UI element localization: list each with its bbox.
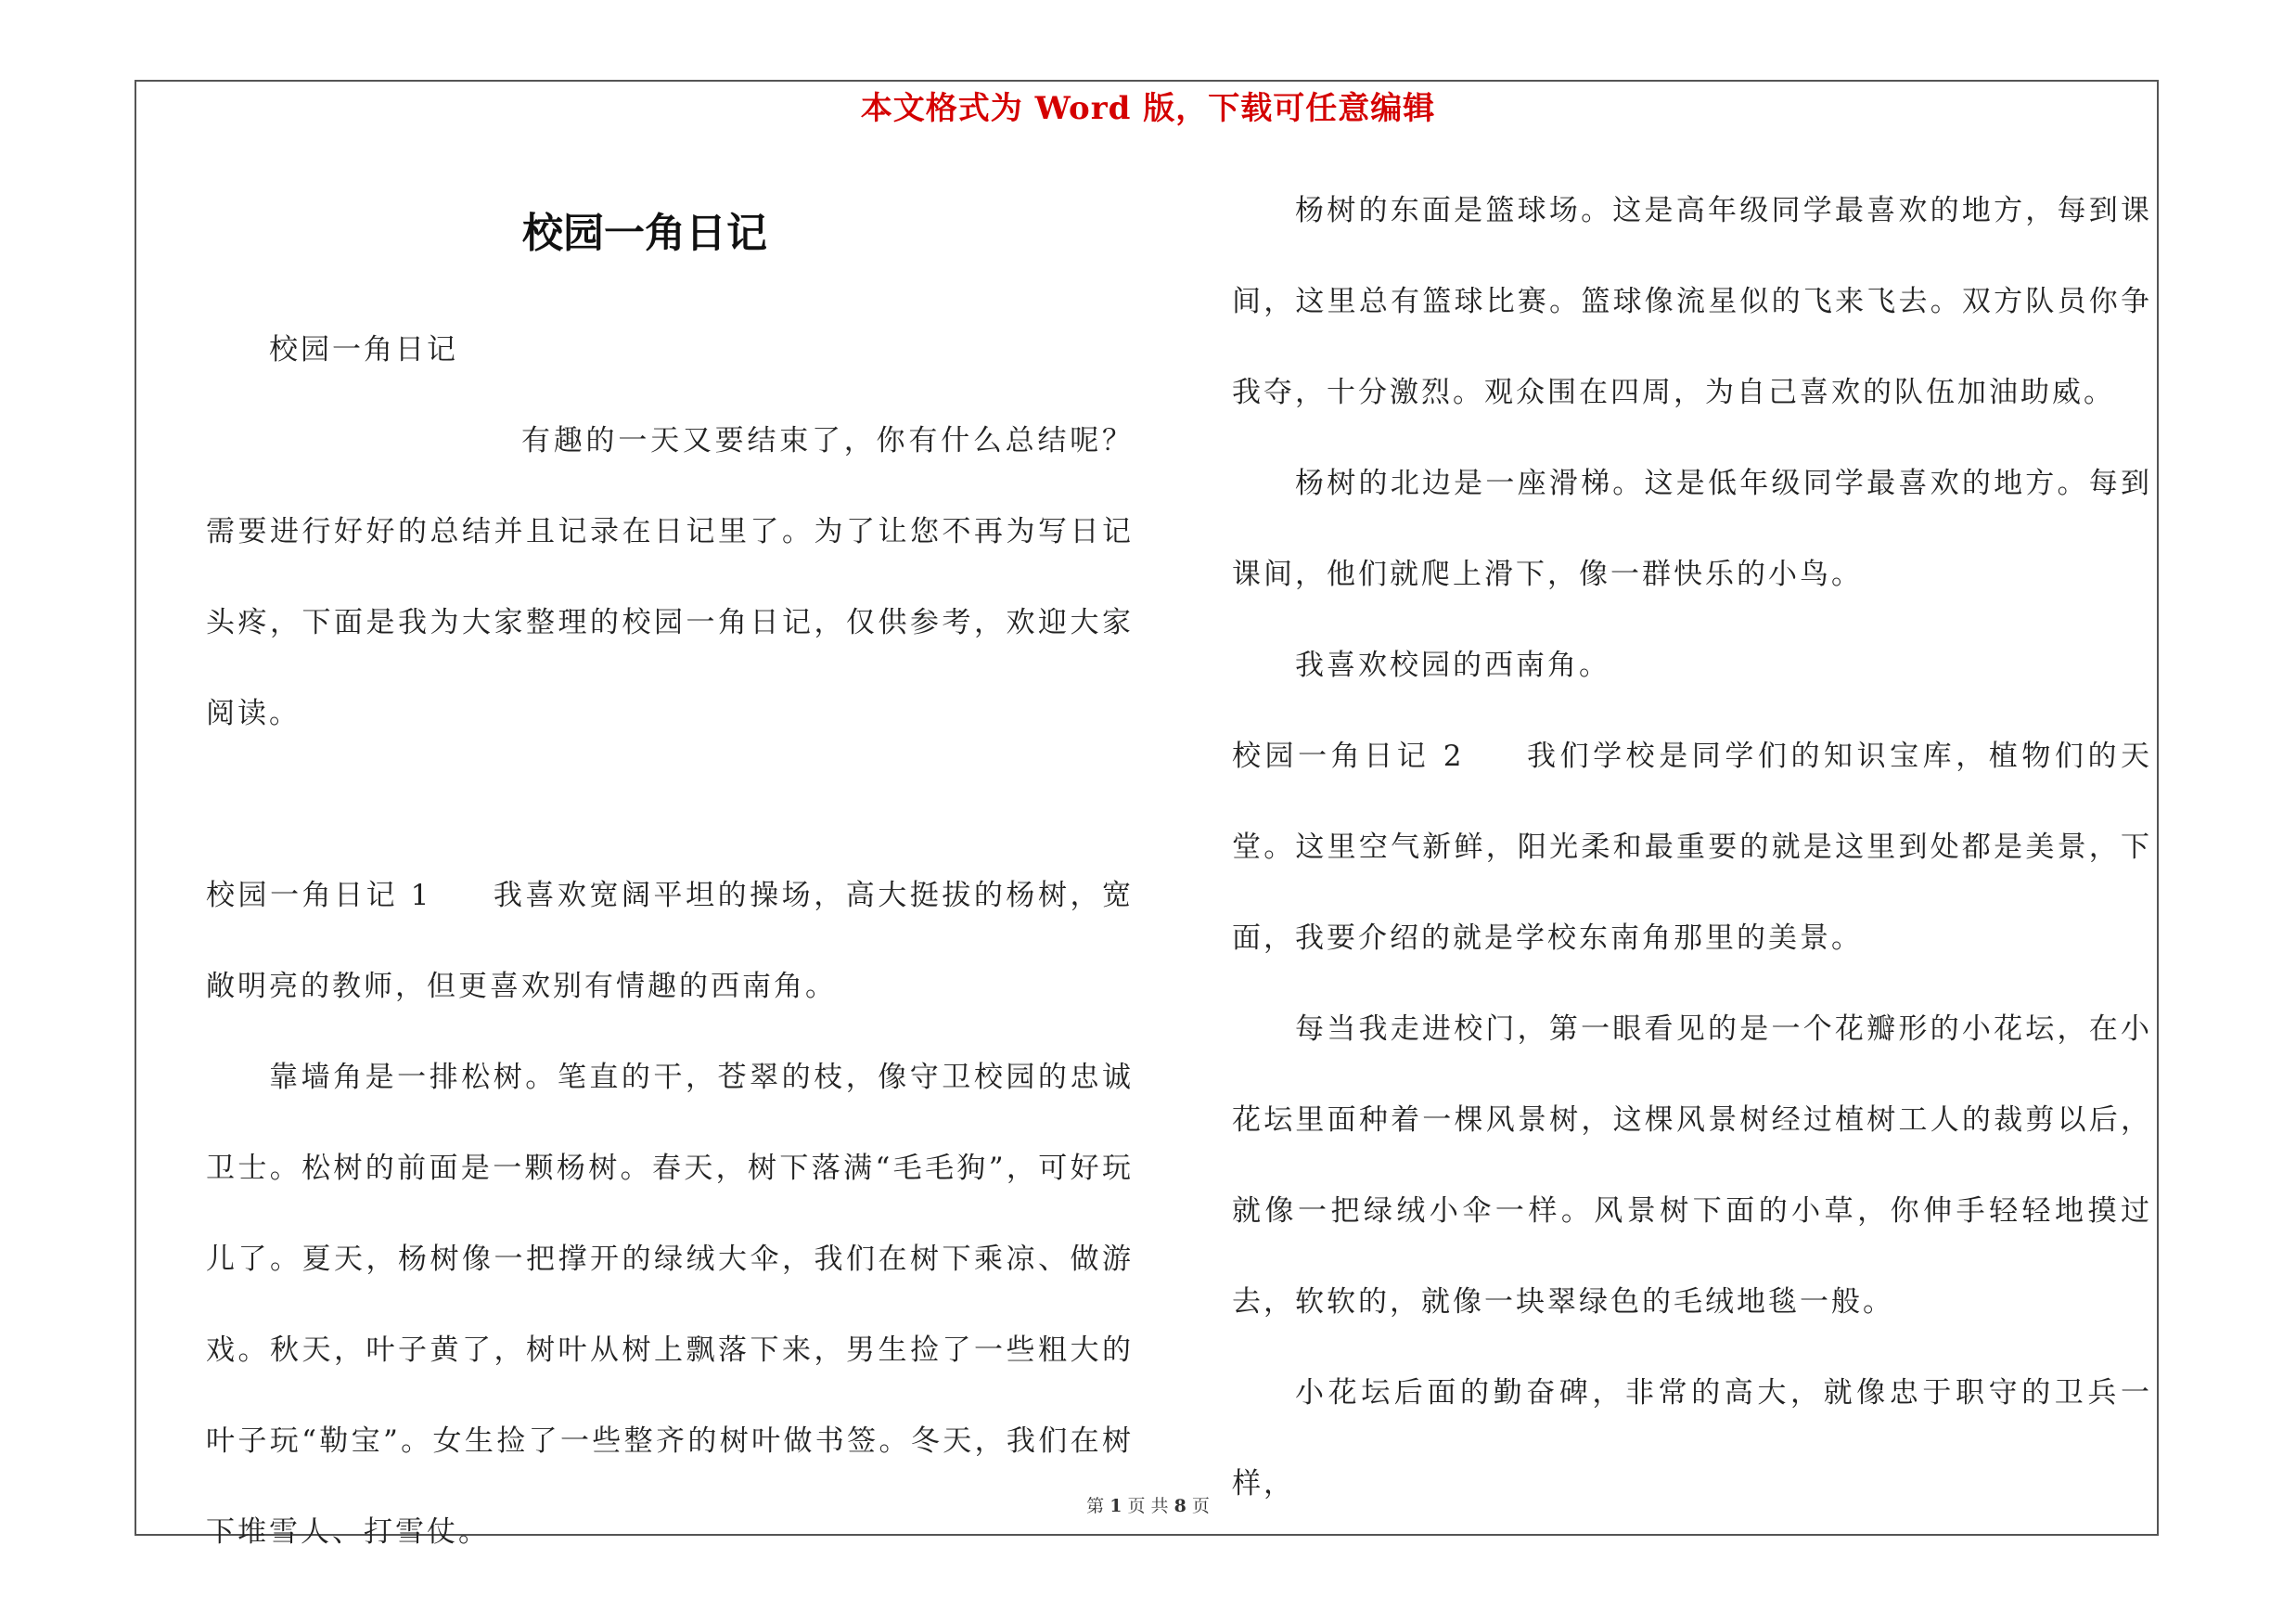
right-column <box>1232 165 2152 1529</box>
entry-1-paragraph <box>206 850 1134 1032</box>
entry-1-heading: 校园一角日记 1 <box>206 879 432 912</box>
monument-paragraph: 小花坛后面的勤奋碑，非常的高大，就像忠于职守的卫兵一样， <box>1232 1376 2152 1501</box>
basketball-paragraph: 杨树的东面是篮球场。这是高年级同学最喜欢的地方，每到课间，这里总有篮球比赛。篮球像流星似的飞来飞去。双方队员你争我夺，十分激烈。观众围在四周，为自己喜欢的队伍加油助威。 <box>1232 194 2152 409</box>
footer-prefix: 第 <box>1086 1496 1105 1516</box>
word-format-banner: 本文格式为 Word 版，下载可任意编辑 <box>860 90 1436 127</box>
pine-tree-paragraph: 靠墙角是一排松树。笔直的干，苍翠的枝，像守卫校园的忠诚卫士。松树的前面是一颗杨树。春天，树下落满“毛毛狗”，可好玩儿了。夏天，杨树像一把撑开的绿绒大伞，我们在树下乘凉、做游戏。秋天，叶子黄了，树叶从树上飘落下来，男生捡了一些粗大的叶子玩“勒宝”。女生捡了一些整齐的树叶做书签。冬天，我们在树下堆雪人、打雪仗。 <box>206 1061 1134 1549</box>
entry-2-heading: 校园一角日记 2 <box>1232 740 1465 773</box>
intro-paragraph: 有趣的一天又要结束了，你有什么总结呢？需要进行好好的总结并且记录在日记里了。为了让您不再为写日记头疼，下面是我为大家整理的校园一角日记，仅供参考，欢迎大家阅读。 <box>206 424 1134 730</box>
footer-middle: 页 共 <box>1127 1496 1169 1516</box>
page-footer <box>0 1492 2296 1520</box>
paragraph-spacer <box>206 759 1134 850</box>
entry-1-text: 我喜欢宽阔平坦的操场，高大挺拔的杨树，宽敞明亮的教师，但更喜欢别有情趣的西南角。 <box>206 879 1135 1003</box>
current-page-number: 1 <box>1110 1496 1122 1516</box>
document-title: 校园一角日记 <box>522 210 767 257</box>
total-page-count: 8 <box>1174 1496 1186 1516</box>
footer-suffix: 页 <box>1191 1496 1210 1516</box>
entry-2-paragraph <box>1232 711 2152 984</box>
slide-paragraph: 杨树的北边是一座滑梯。这是低年级同学最喜欢的地方。每到课间，他们就爬上滑下，像一群快乐的小鸟。 <box>1232 467 2152 591</box>
subtitle: 校园一角日记 <box>269 333 458 367</box>
left-column <box>206 304 1134 1578</box>
southwest-corner-paragraph: 我喜欢校园的西南角。 <box>1295 649 1610 682</box>
flowerbed-paragraph: 每当我走进校门，第一眼看见的是一个花瓣形的小花坛，在小花坛里面种着一棵风景树，这棵风景树经过植树工人的裁剪以后，就像一把绿绒小伞一样。风景树下面的小草，你伸手轻轻地摸过去，软软的，就像一块翠绿色的毛绒地毯一般。 <box>1232 1012 2152 1319</box>
entry-2-text: 我们学校是同学们的知识宝库，植物们的天堂。这里空气新鲜，阳光柔和最重要的就是这里到处都是美景，下面，我要介绍的就是学校东南角那里的美景。 <box>1232 740 2153 955</box>
